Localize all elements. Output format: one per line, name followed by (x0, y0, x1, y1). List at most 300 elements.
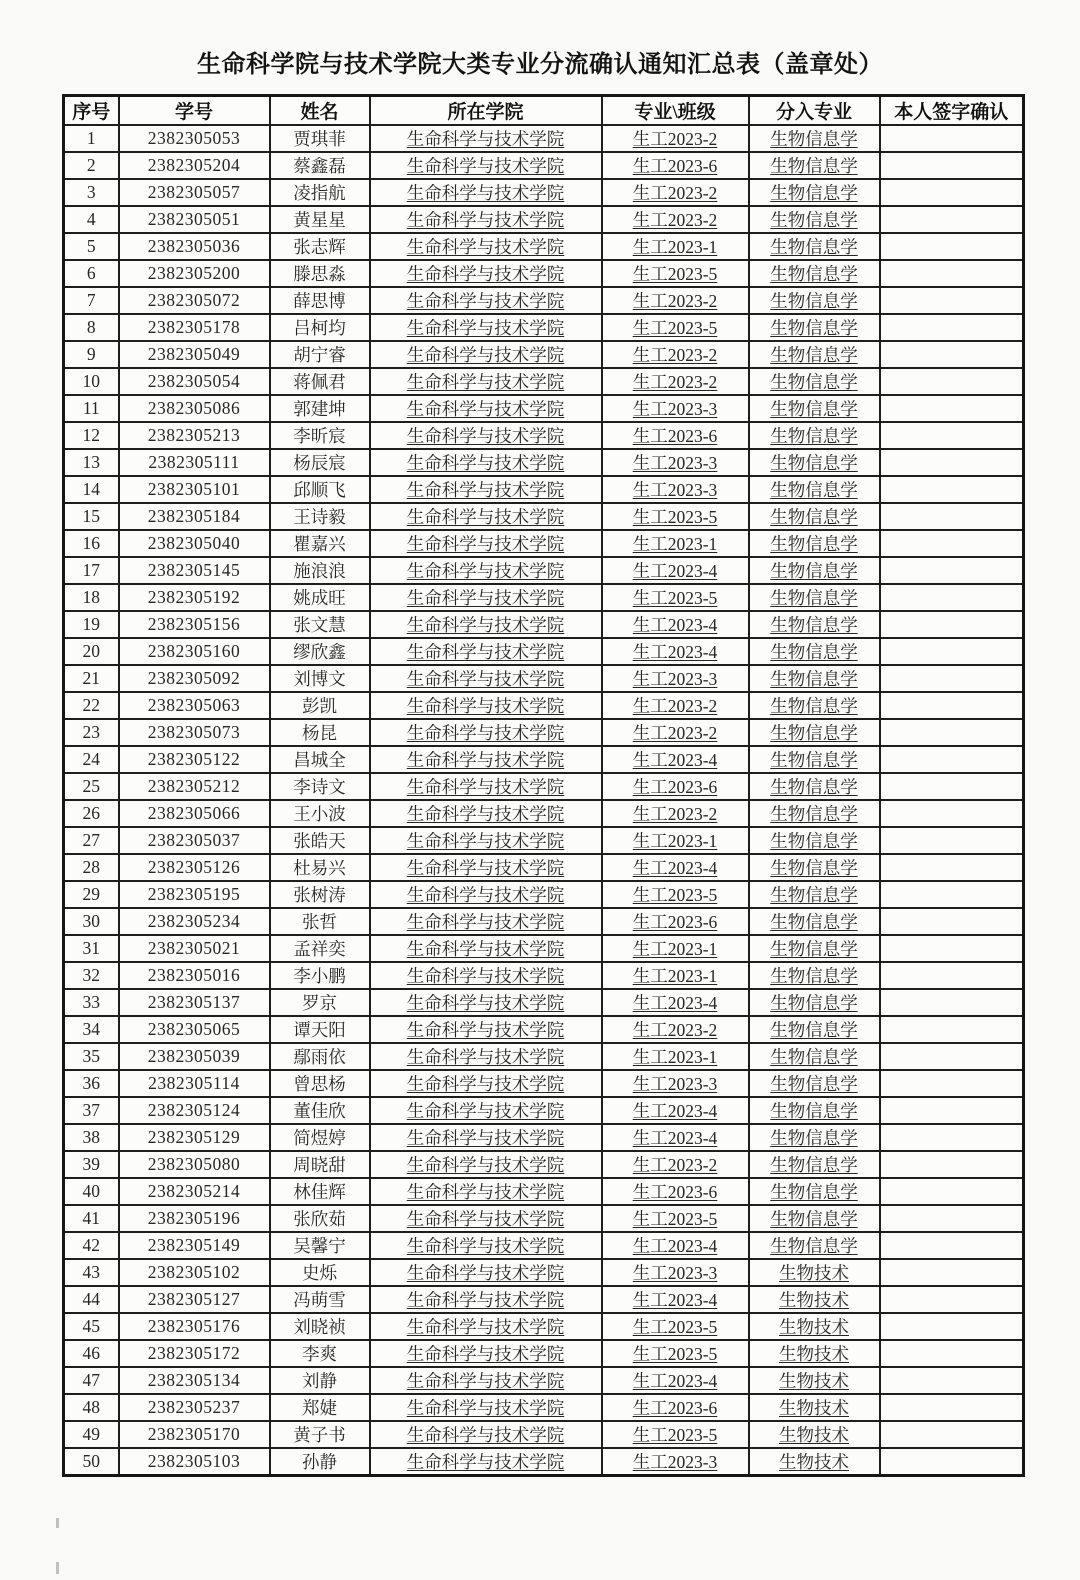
student-id-cell: 2382305212 (119, 773, 270, 800)
serial-cell: 14 (64, 476, 119, 503)
student-id-cell: 2382305102 (119, 1259, 270, 1286)
table-row (64, 1016, 1024, 1043)
class-cell: 生工2023-1 (602, 827, 749, 854)
student-id-cell: 2382305137 (119, 989, 270, 1016)
class-cell: 生工2023-1 (602, 530, 749, 557)
class-cell: 生工2023-4 (602, 1124, 749, 1151)
table-row (64, 179, 1024, 206)
major-cell: 生物信息学 (749, 152, 880, 179)
serial-cell: 30 (64, 908, 119, 935)
major-cell: 生物信息学 (749, 1178, 880, 1205)
signature-cell (880, 152, 1024, 179)
signature-cell (880, 665, 1024, 692)
college-cell: 生命科学与技术学院 (370, 827, 602, 854)
name-cell: 史烁 (270, 1259, 370, 1286)
table-row (64, 1232, 1024, 1259)
signature-cell (880, 476, 1024, 503)
major-cell: 生物信息学 (749, 800, 880, 827)
signature-cell (880, 503, 1024, 530)
name-cell: 彭凯 (270, 692, 370, 719)
major-cell: 生物信息学 (749, 1205, 880, 1232)
college-cell: 生命科学与技术学院 (370, 1367, 602, 1394)
college-cell: 生命科学与技术学院 (370, 557, 602, 584)
student-id-cell: 2382305237 (119, 1394, 270, 1421)
class-cell: 生工2023-6 (602, 1178, 749, 1205)
signature-cell (880, 1151, 1024, 1178)
major-cell: 生物信息学 (749, 341, 880, 368)
signature-cell (880, 368, 1024, 395)
student-id-cell: 2382305036 (119, 233, 270, 260)
major-cell: 生物信息学 (749, 989, 880, 1016)
name-cell: 施浪浪 (270, 557, 370, 584)
table-row (64, 1151, 1024, 1178)
header-assigned-major: 分入专业 (749, 96, 880, 126)
class-cell: 生工2023-4 (602, 989, 749, 1016)
name-cell: 凌指航 (270, 179, 370, 206)
name-cell: 孟祥奕 (270, 935, 370, 962)
signature-cell (880, 395, 1024, 422)
class-cell: 生工2023-4 (602, 854, 749, 881)
table-row (64, 449, 1024, 476)
student-roster-table (62, 94, 1025, 1477)
name-cell: 张志辉 (270, 233, 370, 260)
class-cell: 生工2023-4 (602, 557, 749, 584)
name-cell: 蒋佩君 (270, 368, 370, 395)
major-cell: 生物信息学 (749, 1043, 880, 1070)
student-id-cell: 2382305176 (119, 1313, 270, 1340)
table-row (64, 422, 1024, 449)
serial-cell: 23 (64, 719, 119, 746)
class-cell: 生工2023-3 (602, 476, 749, 503)
student-id-cell: 2382305127 (119, 1286, 270, 1313)
header-serial: 序号 (64, 96, 119, 126)
signature-cell (880, 611, 1024, 638)
major-cell: 生物信息学 (749, 827, 880, 854)
signature-cell (880, 1259, 1024, 1286)
class-cell: 生工2023-5 (602, 1205, 749, 1232)
class-cell: 生工2023-2 (602, 719, 749, 746)
name-cell: 邱顺飞 (270, 476, 370, 503)
name-cell: 简煜婷 (270, 1124, 370, 1151)
serial-cell: 27 (64, 827, 119, 854)
table-row (64, 395, 1024, 422)
major-cell: 生物信息学 (749, 935, 880, 962)
name-cell: 张树涛 (270, 881, 370, 908)
table-row (64, 1124, 1024, 1151)
serial-cell: 50 (64, 1448, 119, 1476)
college-cell: 生命科学与技术学院 (370, 395, 602, 422)
serial-cell: 40 (64, 1178, 119, 1205)
signature-cell (880, 1394, 1024, 1421)
name-cell: 谭天阳 (270, 1016, 370, 1043)
name-cell: 刘晓祯 (270, 1313, 370, 1340)
class-cell: 生工2023-5 (602, 881, 749, 908)
major-cell: 生物信息学 (749, 881, 880, 908)
student-id-cell: 2382305103 (119, 1448, 270, 1476)
college-cell: 生命科学与技术学院 (370, 449, 602, 476)
major-cell: 生物信息学 (749, 962, 880, 989)
class-cell: 生工2023-1 (602, 233, 749, 260)
college-cell: 生命科学与技术学院 (370, 908, 602, 935)
major-cell: 生物信息学 (749, 233, 880, 260)
name-cell: 黄子书 (270, 1421, 370, 1448)
major-cell: 生物信息学 (749, 260, 880, 287)
class-cell: 生工2023-5 (602, 1340, 749, 1367)
table-row (64, 1448, 1024, 1476)
major-cell: 生物信息学 (749, 287, 880, 314)
name-cell: 张哲 (270, 908, 370, 935)
table-row (64, 152, 1024, 179)
student-id-cell: 2382305192 (119, 584, 270, 611)
table-row (64, 1421, 1024, 1448)
college-cell: 生命科学与技术学院 (370, 800, 602, 827)
header-name: 姓名 (270, 96, 370, 126)
signature-cell (880, 530, 1024, 557)
serial-cell: 34 (64, 1016, 119, 1043)
student-id-cell: 2382305101 (119, 476, 270, 503)
signature-cell (880, 908, 1024, 935)
table-row (64, 1259, 1024, 1286)
name-cell: 周晓甜 (270, 1151, 370, 1178)
signature-cell (880, 1178, 1024, 1205)
table-row (64, 530, 1024, 557)
student-id-cell: 2382305086 (119, 395, 270, 422)
signature-cell (880, 854, 1024, 881)
table-row (64, 692, 1024, 719)
name-cell: 胡宁睿 (270, 341, 370, 368)
student-id-cell: 2382305051 (119, 206, 270, 233)
student-id-cell: 2382305213 (119, 422, 270, 449)
serial-cell: 10 (64, 368, 119, 395)
class-cell: 生工2023-2 (602, 1016, 749, 1043)
college-cell: 生命科学与技术学院 (370, 503, 602, 530)
table-row (64, 206, 1024, 233)
signature-cell (880, 827, 1024, 854)
table-row (64, 260, 1024, 287)
table-row (64, 935, 1024, 962)
student-id-cell: 2382305196 (119, 1205, 270, 1232)
major-cell: 生物信息学 (749, 503, 880, 530)
signature-cell (880, 1124, 1024, 1151)
serial-cell: 7 (64, 287, 119, 314)
major-cell: 生物信息学 (749, 206, 880, 233)
college-cell: 生命科学与技术学院 (370, 1097, 602, 1124)
name-cell: 缪欣鑫 (270, 638, 370, 665)
signature-cell (880, 125, 1024, 152)
signature-cell (880, 935, 1024, 962)
name-cell: 杜易兴 (270, 854, 370, 881)
student-id-cell: 2382305195 (119, 881, 270, 908)
name-cell: 王诗毅 (270, 503, 370, 530)
college-cell: 生命科学与技术学院 (370, 773, 602, 800)
table-row (64, 341, 1024, 368)
signature-cell (880, 1232, 1024, 1259)
serial-cell: 47 (64, 1367, 119, 1394)
name-cell: 滕思淼 (270, 260, 370, 287)
college-cell: 生命科学与技术学院 (370, 1151, 602, 1178)
signature-cell (880, 584, 1024, 611)
name-cell: 郭建坤 (270, 395, 370, 422)
serial-cell: 36 (64, 1070, 119, 1097)
serial-cell: 6 (64, 260, 119, 287)
class-cell: 生工2023-2 (602, 206, 749, 233)
class-cell: 生工2023-5 (602, 314, 749, 341)
serial-cell: 48 (64, 1394, 119, 1421)
serial-cell: 29 (64, 881, 119, 908)
class-cell: 生工2023-2 (602, 800, 749, 827)
major-cell: 生物信息学 (749, 908, 880, 935)
signature-cell (880, 773, 1024, 800)
college-cell: 生命科学与技术学院 (370, 1043, 602, 1070)
class-cell: 生工2023-3 (602, 449, 749, 476)
scan-artifact (56, 1562, 59, 1574)
table-row (64, 827, 1024, 854)
signature-cell (880, 314, 1024, 341)
class-cell: 生工2023-6 (602, 152, 749, 179)
name-cell: 李爽 (270, 1340, 370, 1367)
table-row (64, 476, 1024, 503)
signature-cell (880, 746, 1024, 773)
college-cell: 生命科学与技术学院 (370, 368, 602, 395)
student-id-cell: 2382305111 (119, 449, 270, 476)
serial-cell: 18 (64, 584, 119, 611)
college-cell: 生命科学与技术学院 (370, 530, 602, 557)
signature-cell (880, 1097, 1024, 1124)
student-id-cell: 2382305092 (119, 665, 270, 692)
table-row (64, 638, 1024, 665)
name-cell: 杨辰宸 (270, 449, 370, 476)
name-cell: 贾琪菲 (270, 125, 370, 152)
student-id-cell: 2382305170 (119, 1421, 270, 1448)
name-cell: 黄星星 (270, 206, 370, 233)
signature-cell (880, 1313, 1024, 1340)
name-cell: 孙静 (270, 1448, 370, 1476)
class-cell: 生工2023-4 (602, 1286, 749, 1313)
college-cell: 生命科学与技术学院 (370, 746, 602, 773)
student-id-cell: 2382305124 (119, 1097, 270, 1124)
serial-cell: 15 (64, 503, 119, 530)
class-cell: 生工2023-3 (602, 395, 749, 422)
serial-cell: 12 (64, 422, 119, 449)
signature-cell (880, 1070, 1024, 1097)
major-cell: 生物信息学 (749, 530, 880, 557)
serial-cell: 24 (64, 746, 119, 773)
student-id-cell: 2382305184 (119, 503, 270, 530)
serial-cell: 5 (64, 233, 119, 260)
college-cell: 生命科学与技术学院 (370, 1205, 602, 1232)
college-cell: 生命科学与技术学院 (370, 1448, 602, 1476)
student-id-cell: 2382305129 (119, 1124, 270, 1151)
serial-cell: 35 (64, 1043, 119, 1070)
serial-cell: 1 (64, 125, 119, 152)
major-cell: 生物信息学 (749, 692, 880, 719)
class-cell: 生工2023-2 (602, 368, 749, 395)
college-cell: 生命科学与技术学院 (370, 989, 602, 1016)
college-cell: 生命科学与技术学院 (370, 1313, 602, 1340)
name-cell: 张皓天 (270, 827, 370, 854)
signature-cell (880, 962, 1024, 989)
class-cell: 生工2023-4 (602, 1367, 749, 1394)
student-id-cell: 2382305114 (119, 1070, 270, 1097)
signature-cell (880, 1286, 1024, 1313)
table-row (64, 1340, 1024, 1367)
college-cell: 生命科学与技术学院 (370, 341, 602, 368)
major-cell: 生物信息学 (749, 557, 880, 584)
college-cell: 生命科学与技术学院 (370, 692, 602, 719)
college-cell: 生命科学与技术学院 (370, 962, 602, 989)
serial-cell: 20 (64, 638, 119, 665)
class-cell: 生工2023-1 (602, 962, 749, 989)
student-id-cell: 2382305149 (119, 1232, 270, 1259)
table-row (64, 584, 1024, 611)
table-row (64, 719, 1024, 746)
signature-cell (880, 800, 1024, 827)
class-cell: 生工2023-6 (602, 422, 749, 449)
college-cell: 生命科学与技术学院 (370, 152, 602, 179)
signature-cell (880, 1421, 1024, 1448)
name-cell: 昌城全 (270, 746, 370, 773)
student-id-cell: 2382305021 (119, 935, 270, 962)
college-cell: 生命科学与技术学院 (370, 1070, 602, 1097)
student-id-cell: 2382305037 (119, 827, 270, 854)
student-id-cell: 2382305053 (119, 125, 270, 152)
major-cell: 生物信息学 (749, 179, 880, 206)
serial-cell: 22 (64, 692, 119, 719)
major-cell: 生物信息学 (749, 449, 880, 476)
major-cell: 生物技术 (749, 1394, 880, 1421)
serial-cell: 25 (64, 773, 119, 800)
student-id-cell: 2382305134 (119, 1367, 270, 1394)
major-cell: 生物技术 (749, 1313, 880, 1340)
college-cell: 生命科学与技术学院 (370, 881, 602, 908)
college-cell: 生命科学与技术学院 (370, 1259, 602, 1286)
table-row (64, 1394, 1024, 1421)
class-cell: 生工2023-5 (602, 503, 749, 530)
name-cell: 蔡鑫磊 (270, 152, 370, 179)
major-cell: 生物信息学 (749, 638, 880, 665)
major-cell: 生物信息学 (749, 422, 880, 449)
student-id-cell: 2382305057 (119, 179, 270, 206)
signature-cell (880, 206, 1024, 233)
table-row (64, 611, 1024, 638)
signature-cell (880, 449, 1024, 476)
class-cell: 生工2023-1 (602, 935, 749, 962)
table-row (64, 1178, 1024, 1205)
student-id-cell: 2382305145 (119, 557, 270, 584)
serial-cell: 43 (64, 1259, 119, 1286)
student-id-cell: 2382305040 (119, 530, 270, 557)
table-row (64, 854, 1024, 881)
major-cell: 生物信息学 (749, 611, 880, 638)
table-row (64, 368, 1024, 395)
major-cell: 生物信息学 (749, 854, 880, 881)
serial-cell: 31 (64, 935, 119, 962)
signature-cell (880, 341, 1024, 368)
major-cell: 生物技术 (749, 1367, 880, 1394)
major-cell: 生物技术 (749, 1259, 880, 1286)
name-cell: 董佳欣 (270, 1097, 370, 1124)
header-college: 所在学院 (370, 96, 602, 126)
class-cell: 生工2023-6 (602, 1394, 749, 1421)
class-cell: 生工2023-4 (602, 1097, 749, 1124)
student-id-cell: 2382305214 (119, 1178, 270, 1205)
college-cell: 生命科学与技术学院 (370, 314, 602, 341)
college-cell: 生命科学与技术学院 (370, 854, 602, 881)
major-cell: 生物技术 (749, 1421, 880, 1448)
class-cell: 生工2023-5 (602, 1421, 749, 1448)
serial-cell: 28 (64, 854, 119, 881)
major-cell: 生物信息学 (749, 314, 880, 341)
signature-cell (880, 989, 1024, 1016)
class-cell: 生工2023-5 (602, 260, 749, 287)
table-row (64, 503, 1024, 530)
major-cell: 生物信息学 (749, 1232, 880, 1259)
student-id-cell: 2382305204 (119, 152, 270, 179)
page-title: 生命科学院与技术学院大类专业分流确认通知汇总表（盖章处） (197, 52, 883, 78)
serial-cell: 44 (64, 1286, 119, 1313)
class-cell: 生工2023-2 (602, 287, 749, 314)
student-id-cell: 2382305073 (119, 719, 270, 746)
class-cell: 生工2023-3 (602, 665, 749, 692)
class-cell: 生工2023-5 (602, 1313, 749, 1340)
table-row (64, 908, 1024, 935)
signature-cell (880, 1043, 1024, 1070)
student-id-cell: 2382305039 (119, 1043, 270, 1070)
major-cell: 生物技术 (749, 1340, 880, 1367)
serial-cell: 21 (64, 665, 119, 692)
student-id-cell: 2382305049 (119, 341, 270, 368)
header-major-class: 专业\班级 (602, 96, 749, 126)
student-id-cell: 2382305200 (119, 260, 270, 287)
student-id-cell: 2382305054 (119, 368, 270, 395)
college-cell: 生命科学与技术学院 (370, 584, 602, 611)
table-header-row (64, 96, 1024, 126)
serial-cell: 17 (64, 557, 119, 584)
serial-cell: 39 (64, 1151, 119, 1178)
name-cell: 刘博文 (270, 665, 370, 692)
name-cell: 吕柯均 (270, 314, 370, 341)
serial-cell: 9 (64, 341, 119, 368)
major-cell: 生物信息学 (749, 368, 880, 395)
table-row (64, 125, 1024, 152)
serial-cell: 4 (64, 206, 119, 233)
name-cell: 杨昆 (270, 719, 370, 746)
student-id-cell: 2382305156 (119, 611, 270, 638)
table-row (64, 314, 1024, 341)
name-cell: 曾思杨 (270, 1070, 370, 1097)
class-cell: 生工2023-2 (602, 1151, 749, 1178)
major-cell: 生物信息学 (749, 665, 880, 692)
table-row (64, 989, 1024, 1016)
serial-cell: 8 (64, 314, 119, 341)
class-cell: 生工2023-6 (602, 773, 749, 800)
signature-cell (880, 179, 1024, 206)
name-cell: 王小波 (270, 800, 370, 827)
major-cell: 生物信息学 (749, 1124, 880, 1151)
serial-cell: 11 (64, 395, 119, 422)
table-row (64, 1313, 1024, 1340)
signature-cell (880, 287, 1024, 314)
major-cell: 生物信息学 (749, 584, 880, 611)
serial-cell: 2 (64, 152, 119, 179)
table-row (64, 1043, 1024, 1070)
serial-cell: 37 (64, 1097, 119, 1124)
class-cell: 生工2023-3 (602, 1070, 749, 1097)
table-row (64, 1286, 1024, 1313)
student-id-cell: 2382305063 (119, 692, 270, 719)
major-cell: 生物技术 (749, 1448, 880, 1476)
table-row (64, 800, 1024, 827)
